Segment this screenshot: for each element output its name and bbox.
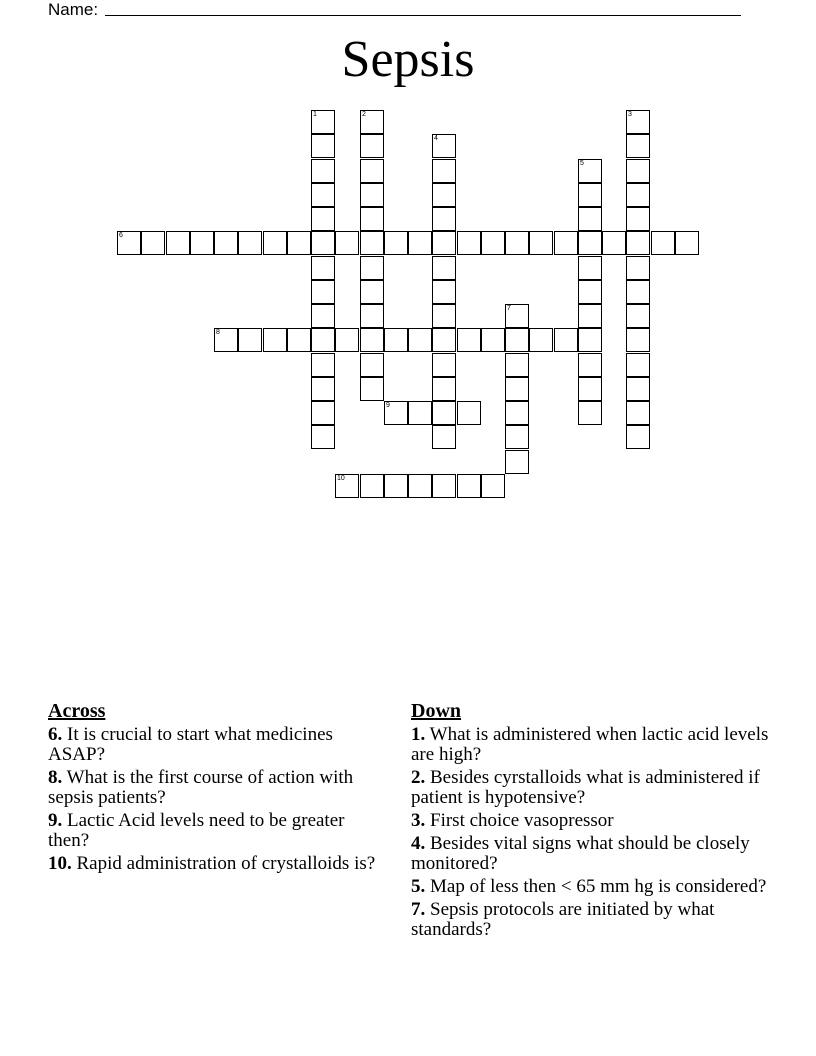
clue-across-6 [48,725,378,765]
grid-cell[interactable] [432,474,456,498]
grid-cell[interactable] [626,304,650,328]
down-heading: Down [411,700,462,722]
clue-number: 7. [411,899,426,920]
grid-cell[interactable] [238,231,262,255]
grid-cell[interactable] [578,328,602,352]
clue-number: 6. [48,724,63,745]
clue-text: Sepsis protocols are initiated by what standards? [411,899,715,940]
grid-cell[interactable] [384,231,408,255]
grid-cell[interactable] [190,231,214,255]
grid-cell[interactable] [311,110,335,134]
grid-cell[interactable] [117,231,141,255]
grid-cell[interactable] [335,231,359,255]
grid-cell[interactable] [384,328,408,352]
grid-cell[interactable] [578,377,602,401]
cell-number: 5 [580,160,584,167]
grid-cell[interactable] [578,280,602,304]
grid-cell[interactable] [432,280,456,304]
across-heading: Across [48,700,106,722]
clue-text: Besides vital signs what should be closely monitored? [411,833,750,874]
grid-cell[interactable] [141,231,165,255]
grid-cell[interactable] [578,256,602,280]
clue-text: Map of less then < 65 mm hg is considered? [430,876,767,897]
grid-cell[interactable] [287,231,311,255]
clue-down-5 [411,877,771,897]
grid-cell[interactable] [311,183,335,207]
grid-cell[interactable] [311,280,335,304]
grid-cell[interactable] [432,159,456,183]
grid-cell[interactable] [287,328,311,352]
grid-cell[interactable] [626,159,650,183]
grid-cell[interactable] [578,304,602,328]
grid-cell[interactable] [408,401,432,425]
grid-cell[interactable] [311,159,335,183]
grid-cell[interactable] [311,401,335,425]
grid-cell[interactable] [360,183,384,207]
clue-across-8 [48,768,378,808]
grid-cell[interactable] [554,328,578,352]
grid-cell[interactable] [578,231,602,255]
grid-cell[interactable] [311,328,335,352]
grid-cell[interactable] [481,231,505,255]
grid-cell[interactable] [505,377,529,401]
cell-number: 10 [337,475,345,482]
grid-cell[interactable] [457,328,481,352]
grid-cell[interactable] [384,401,408,425]
clue-text: It is crucial to start what medicines ASAP? [48,724,333,765]
clue-down-3 [411,811,771,831]
clue-text: Besides cyrstalloids what is administered if patient is hypotensive? [411,767,760,808]
cell-number: 6 [119,232,123,239]
grid-cell[interactable] [432,231,456,255]
grid-cell[interactable] [626,328,650,352]
grid-cell[interactable] [335,474,359,498]
grid-cell[interactable] [408,474,432,498]
grid-cell[interactable] [505,231,529,255]
cell-number: 4 [434,135,438,142]
grid-cell[interactable] [457,474,481,498]
clue-number: 1. [411,724,426,745]
grid-cell[interactable] [675,231,699,255]
down-clues [411,700,771,943]
grid-cell[interactable] [408,328,432,352]
grid-cell[interactable] [578,353,602,377]
clue-text: First choice vasopressor [430,810,614,831]
grid-cell[interactable] [432,377,456,401]
grid-cell[interactable] [214,328,238,352]
cell-number: 3 [628,111,632,118]
grid-cell[interactable] [505,304,529,328]
grid-cell[interactable] [481,474,505,498]
grid-cell[interactable] [626,280,650,304]
clue-down-4 [411,834,771,874]
cell-number: 7 [507,305,511,312]
grid-cell[interactable] [578,183,602,207]
grid-cell[interactable] [626,183,650,207]
grid-cell[interactable] [626,256,650,280]
grid-cell[interactable] [432,328,456,352]
grid-cell[interactable] [311,256,335,280]
grid-cell[interactable] [214,231,238,255]
grid-cell[interactable] [505,450,529,474]
grid-cell[interactable] [360,377,384,401]
name-label: Name: [48,0,99,19]
grid-cell[interactable] [311,231,335,255]
grid-cell[interactable] [432,401,456,425]
grid-cell[interactable] [335,328,359,352]
grid-cell[interactable] [311,425,335,449]
grid-cell[interactable] [432,304,456,328]
clue-number: 2. [411,767,426,788]
grid-cell[interactable] [505,401,529,425]
grid-cell[interactable] [311,207,335,231]
clue-number: 5. [411,876,426,897]
grid-cell[interactable] [311,304,335,328]
cell-number: 8 [216,329,220,336]
clue-across-9 [48,811,378,851]
grid-cell[interactable] [529,231,553,255]
grid-cell[interactable] [626,353,650,377]
grid-cell[interactable] [481,328,505,352]
grid-cell[interactable] [263,328,287,352]
grid-cell[interactable] [529,328,553,352]
grid-cell[interactable] [238,328,262,352]
grid-cell[interactable] [360,280,384,304]
grid-cell[interactable] [360,134,384,158]
grid-cell[interactable] [360,256,384,280]
grid-cell[interactable] [505,328,529,352]
clue-text: Rapid administration of crystalloids is? [76,853,376,874]
grid-cell[interactable] [311,353,335,377]
grid-cell[interactable] [360,110,384,134]
clue-text: What is the first course of action with sepsis patients? [48,767,354,808]
grid-cell[interactable] [432,353,456,377]
clue-across-10 [48,854,378,874]
cell-number: 2 [362,111,366,118]
grid-cell[interactable] [578,207,602,231]
grid-cell[interactable] [578,401,602,425]
grid-cell[interactable] [432,134,456,158]
grid-cell[interactable] [360,328,384,352]
clue-number: 8. [48,767,63,788]
grid-cell[interactable] [505,353,529,377]
grid-cell[interactable] [626,231,650,255]
grid-cell[interactable] [311,377,335,401]
grid-cell[interactable] [360,207,384,231]
clue-number: 3. [411,810,426,831]
puzzle-title: Sepsis [341,31,475,88]
grid-cell[interactable] [166,231,190,255]
grid-cell[interactable] [360,304,384,328]
across-clues [48,700,378,877]
grid-cell[interactable] [360,353,384,377]
clue-down-1 [411,725,771,765]
grid-cell[interactable] [360,159,384,183]
grid-cell[interactable] [432,256,456,280]
grid-cell[interactable] [311,134,335,158]
clue-down-7 [411,900,771,940]
clue-text: What is administered when lactic acid levels are high? [411,724,769,765]
cell-number: 1 [313,111,317,118]
grid-cell[interactable] [626,207,650,231]
grid-cell[interactable] [626,377,650,401]
crossword-grid [0,0,816,520]
grid-cell[interactable] [432,425,456,449]
grid-cell[interactable] [360,474,384,498]
grid-cell[interactable] [602,231,626,255]
grid-cell[interactable] [626,401,650,425]
clue-number: 10. [48,853,72,874]
cell-number: 9 [386,402,390,409]
grid-cell[interactable] [578,159,602,183]
grid-cell[interactable] [626,110,650,134]
grid-cell[interactable] [432,207,456,231]
clue-down-2 [411,768,771,808]
clue-number: 4. [411,833,426,854]
grid-cell[interactable] [457,401,481,425]
grid-cell[interactable] [263,231,287,255]
grid-cell[interactable] [505,425,529,449]
grid-cell[interactable] [554,231,578,255]
grid-cell[interactable] [457,231,481,255]
clue-number: 9. [48,810,63,831]
grid-cell[interactable] [360,231,384,255]
grid-cell[interactable] [626,134,650,158]
clue-text: Lactic Acid levels need to be greater then? [48,810,345,851]
grid-cell[interactable] [408,231,432,255]
grid-cell[interactable] [384,474,408,498]
grid-cell[interactable] [626,425,650,449]
grid-cell[interactable] [651,231,675,255]
grid-cell[interactable] [432,183,456,207]
